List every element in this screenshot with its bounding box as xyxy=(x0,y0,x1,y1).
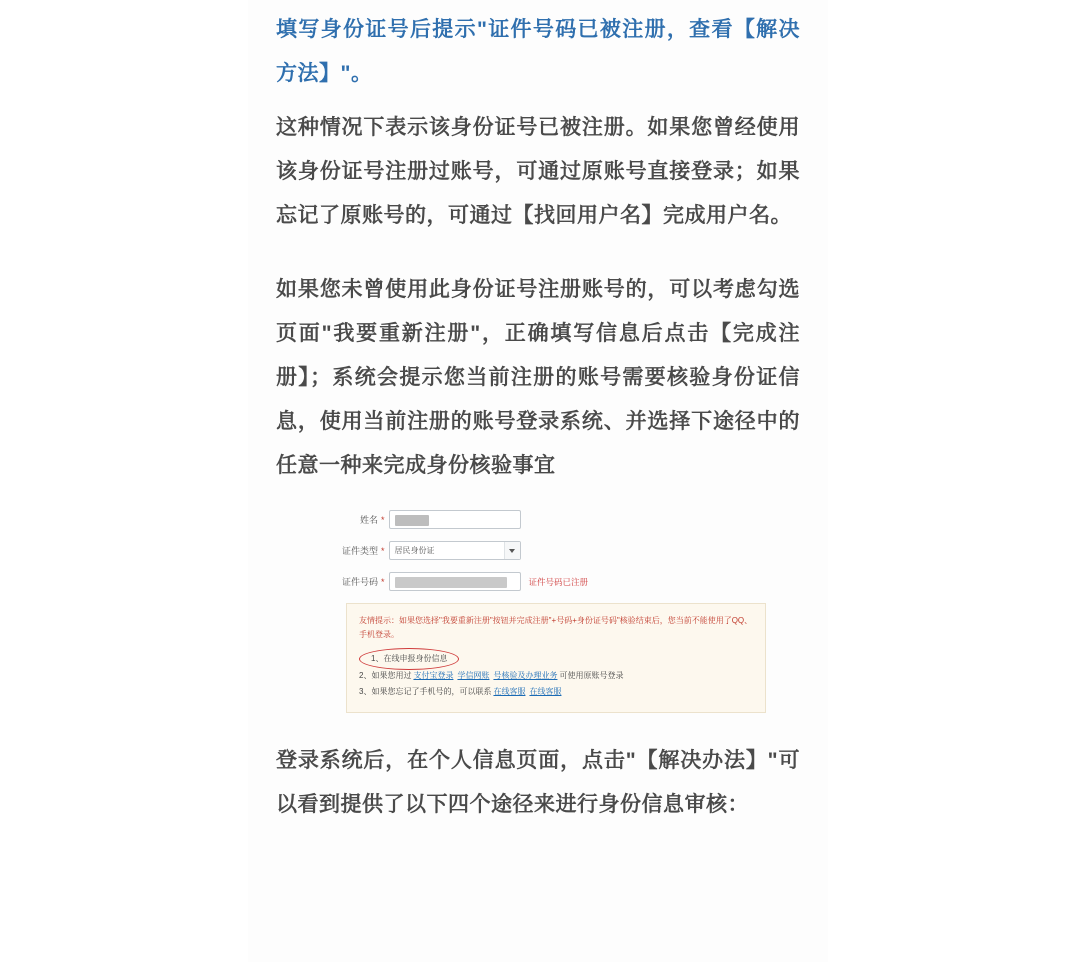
id-type-selected-value: 居民身份证 xyxy=(394,546,435,555)
paragraph-1: 这种情况下表示该身份证号已被注册。如果您曾经使用该身份证号注册过账号，可通过原账号直接登录；如果忘记了原账号的，可通过【找回用户名】完成用户名。 xyxy=(276,116,800,227)
name-input[interactable] xyxy=(389,510,521,529)
notice-link-alipay[interactable]: 支付宝登录 xyxy=(413,671,454,680)
paragraph-3: 登录系统后，在个人信息页面，点击"【解决办法】"可以看到提供了以下四个途径来进行身份信息审核： xyxy=(276,749,800,816)
highlighted-option[interactable]: 1、在线申报身份信息 xyxy=(359,650,459,668)
notice-line-2-suffix: 可使用原账号登录 xyxy=(559,671,624,680)
required-marker: * xyxy=(381,576,385,587)
link-heading[interactable]: 填写身份证号后提示"证件号码已被注册，查看【解决方法】"。 xyxy=(276,18,800,85)
article-content xyxy=(248,0,828,962)
notice-panel xyxy=(346,603,766,713)
notice-line-3-prefix: 3、如果您忘记了手机号的，可以联系 xyxy=(359,687,492,696)
masked-value xyxy=(395,515,429,526)
form-row-id-type xyxy=(276,541,800,560)
form-row-name xyxy=(276,510,800,529)
spacer xyxy=(276,238,800,268)
required-marker: * xyxy=(381,514,385,525)
spacer xyxy=(276,96,800,106)
id-type-label: 证件类型 xyxy=(341,545,378,556)
paragraph-2: 如果您未曾使用此身份证号注册账号的，可以考虑勾选页面"我要重新注册"，正确填写信息后点击【完成注册】；系统会提示您当前注册的账号需要核验身份证信息，使用当前注册的账号登录系统、并选择下途径中的任意一种来完成身份核验事宜 xyxy=(276,278,800,477)
embedded-form-screenshot xyxy=(276,510,800,713)
id-number-label: 证件号码 xyxy=(341,576,378,587)
notice-line-2 xyxy=(359,668,753,684)
notice-warning-text: 友情提示：如果您选择"我要重新注册"按钮并完成注册"+号码+身份证号码"核验结束后，您当前不能使用了QQ、手机登录。 xyxy=(359,616,753,639)
form-row-id-number xyxy=(276,572,800,591)
required-marker: * xyxy=(381,545,385,556)
notice-line-2-prefix: 2、如果您用过 xyxy=(359,671,412,680)
chevron-down-icon[interactable] xyxy=(504,542,520,559)
notice-line-1 xyxy=(359,650,753,668)
page-right-margin xyxy=(828,0,1080,962)
masked-value xyxy=(395,577,507,588)
name-field-label: 姓名 xyxy=(359,514,378,525)
notice-link-support-2[interactable]: 在线客服 xyxy=(529,687,562,696)
id-number-error-text: 证件号码已注册 xyxy=(528,576,589,587)
notice-link-verify[interactable]: 号核验及办理业务 xyxy=(493,671,558,680)
notice-link-chsi[interactable]: 学信网账 xyxy=(457,671,490,680)
notice-line-3 xyxy=(359,684,753,700)
id-number-input[interactable] xyxy=(389,572,521,591)
page-left-margin xyxy=(0,0,248,962)
notice-link-support-1[interactable]: 在线客服 xyxy=(493,687,526,696)
id-type-select[interactable] xyxy=(389,541,521,560)
